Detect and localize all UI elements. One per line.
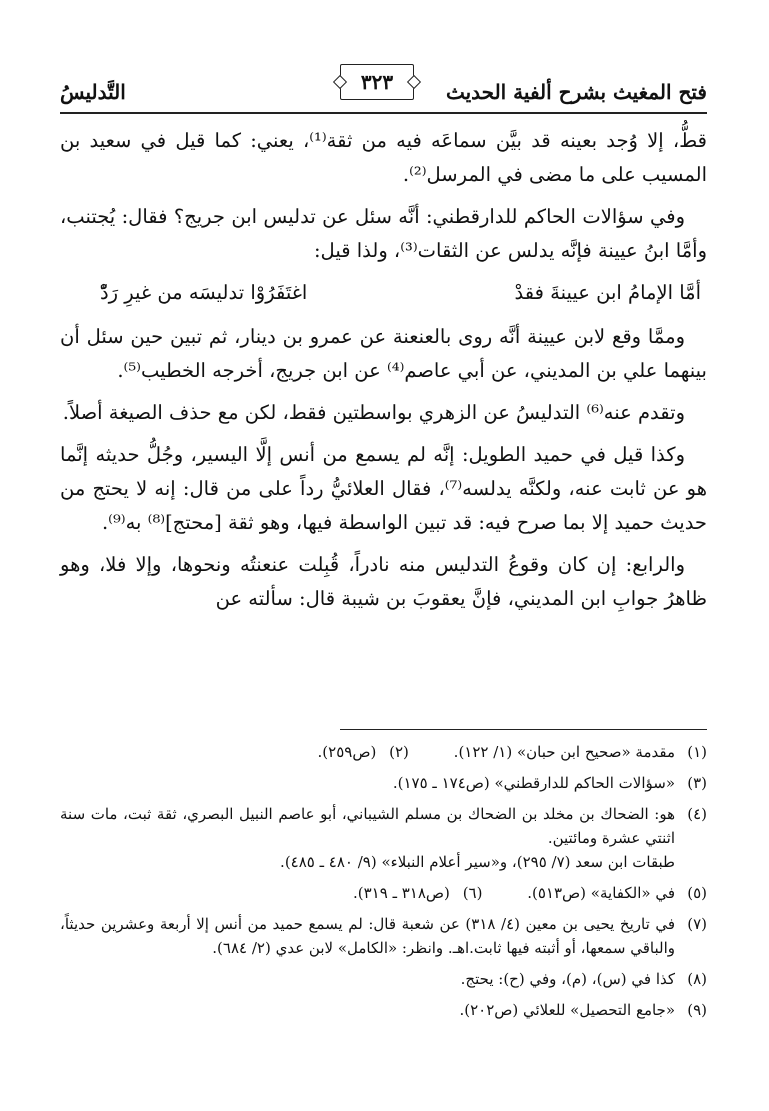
header-divider (60, 112, 707, 114)
footnote-text: طبقات ابن سعد (٧/ ٢٩٥)، و«سير أعلام النبلاء» (٩/ ٤٨٠ ـ ٤٨٥). (280, 853, 675, 871)
paragraph-3: وممَّا وقع لابن عيينة أنَّه روى بالعنعنة عن عمرو بن دينار، ثم تبين حين سئل أن بينهما علي بن المديني، عن أبي عاصم⁽⁴⁾ عن ابن جريج، أخرجه الخطيب⁽⁵⁾. (60, 325, 707, 382)
chapter-title: التَّدليسُ (60, 80, 126, 104)
footnote-text: (ص٢٥٩). (317, 743, 377, 761)
footnote-text: مقدمة «صحيح ابن حبان» (١/ ١٢٢). (453, 743, 675, 761)
footnotes (60, 740, 707, 1029)
footnote-number: (٦) (462, 884, 483, 902)
footnote-text: «جامع التحصيل» للعلائي (ص٢٠٢). (459, 1001, 675, 1019)
footnote-3 (60, 771, 707, 795)
footnote-7 (60, 912, 707, 960)
footnote-number: (٨) (687, 970, 707, 988)
footnote-1-2 (60, 740, 707, 764)
footnote-number: (٥) (687, 884, 707, 902)
verse-second-hemistich: اغتَفَرُوْا تدليسَه من غيرِ رَدّْ (100, 281, 308, 304)
paragraph-6: والرابع: إن كان وقوعُ التدليس منه نادراً، قُبِلت عنعنتُه ونحوها، وإلا فلا، وهو ظاهرُ جوابِ ابن المديني، فإنَّ يعقوبَ بن شيبة قال: سألته عن (60, 553, 707, 610)
footnote-text: «سؤالات الحاكم للدارقطني» (ص١٧٤ ـ ١٧٥). (392, 774, 675, 792)
footnote-number: (٢) (389, 743, 409, 761)
footnote-text: هو: الضحاك بن مخلد بن الضحاك بن مسلم الشيباني، أبو عاصم النبيل البصري، ثقة ثبت، مات سنة اثنتي عشرة ومائتين. (60, 805, 675, 847)
footnote-9 (60, 998, 707, 1022)
footnote-divider (340, 729, 707, 730)
main-text (60, 124, 707, 624)
verse-line (60, 276, 707, 310)
footnote-8 (60, 967, 707, 991)
footnote-text: كذا في (س)، (م)، وفي (ح): يحتج. (460, 970, 675, 988)
footnote-number: (١) (687, 743, 707, 761)
footnote-text: في «الكفاية» (ص٥١٣). (527, 884, 675, 902)
paragraph-5: وكذا قيل في حميد الطويل: إنَّه لم يسمع من أنس إلَّا اليسير، وجُلُّ حديثه إنَّما هو عن ثابت عنه، ولكنَّه يدلسه⁽⁷⁾، فقال العلائيُّ رداً على من قال: إنه لا يحتج من حديث حميد إلا بما صرح فيه: قد تبين الواسطة فيها، وهو ثقة [محتج]⁽⁸⁾ به⁽⁹⁾. (60, 443, 707, 534)
paragraph-1: قطُّ، إلا وُجد بعينه قد بيَّن سماعَه فيه من ثقة⁽¹⁾، يعني: كما قيل في سعيد بن المسيب على ما مضى في المرسل⁽²⁾. (60, 129, 707, 186)
book-title: فتح المغيث بشرح ألفية الحديث (445, 80, 707, 104)
footnote-number: (٤) (687, 805, 707, 823)
paragraph-4: وتقدم عنه⁽⁶⁾ التدليسُ عن الزهري بواسطتين فقط، لكن مع حذف الصيغة أصلاً. (62, 401, 685, 424)
page-number: ٣٢٣ (340, 64, 414, 100)
footnote-text: في تاريخ يحيى بن معين (٤/ ٣١٨) عن شعبة قال: لم يسمع حميد من أنس إلا أربعة وعشرين حديثاً، والباقي سمعها، أو أثبته فيها ثابت.اهـ. وانظر: «الكامل» لابن عدي (٢/ ٦٨٤). (60, 915, 675, 957)
footnote-4 (60, 802, 707, 874)
footnote-text: (ص٣١٨ ـ ٣١٩). (353, 884, 450, 902)
verse-first-hemistich: أمَّا الإمامُ ابن عيينةَ فقدْ (514, 281, 701, 304)
footnote-number: (٧) (687, 915, 707, 933)
footnote-number: (٣) (687, 774, 707, 792)
footnote-5-6 (60, 881, 707, 905)
paragraph-2: وفي سؤالات الحاكم للدارقطني: أنَّه سئل عن تدليس ابن جريج؟ فقال: يُجتنب، وأمَّا ابنُ عيينة فإنَّه يدلس عن الثقات⁽³⁾، ولذا قيل: (60, 205, 707, 262)
footnote-number: (٩) (687, 1001, 707, 1019)
